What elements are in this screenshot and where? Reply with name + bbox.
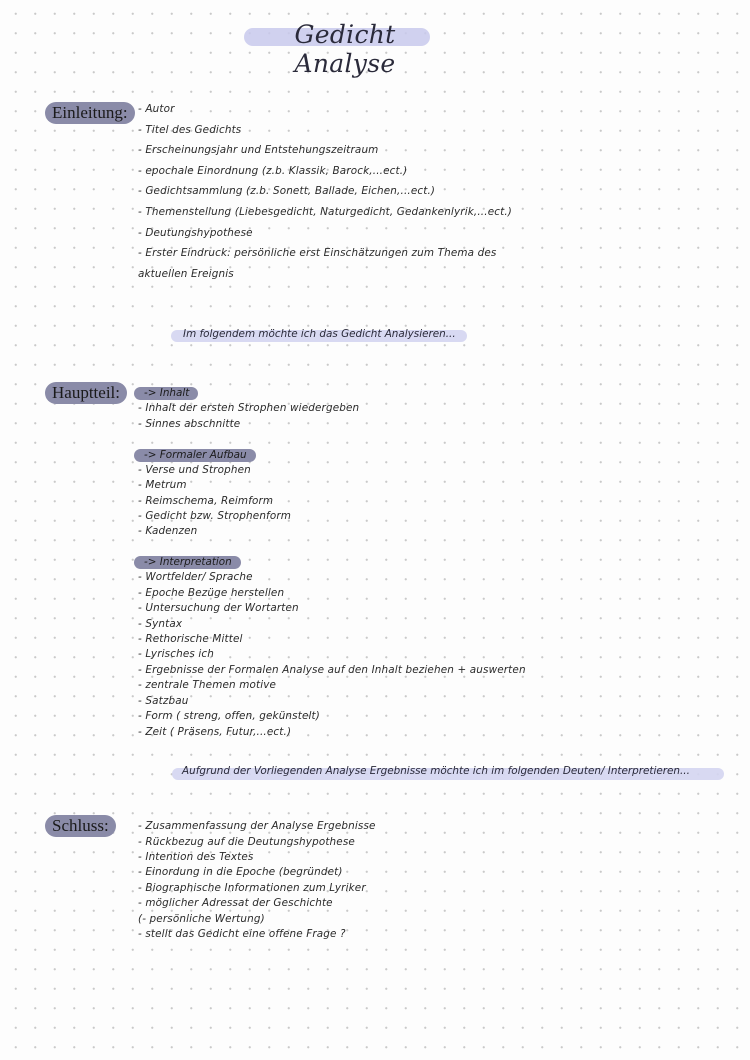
list-item: - Lyrisches ich <box>138 648 215 660</box>
list-item: - Gedichtsammlung (z.b. Sonett, Ballade, Eichen,...ect.) <box>138 185 436 197</box>
list-item: - Syntax <box>138 618 183 630</box>
list-item: - Einordung in die Epoche (begründet) <box>138 866 343 878</box>
list-item: - Inhalt der ersten Strophen wiedergeben <box>138 402 360 414</box>
list-item: - Rückbezug auf die Deutungshypothese <box>138 836 355 848</box>
list-item: - Biographische Informationen zum Lyriker <box>138 882 366 894</box>
list-item: - Satzbau <box>138 695 189 707</box>
transition-text-hauptteil: Aufgrund der Vorliegenden Analyse Ergebnisse möchte ich im folgenden Deuten/ Interpretieren... <box>182 765 690 777</box>
list-item: - Reimschema, Reimform <box>138 495 274 507</box>
list-item: - Epoche Bezüge herstellen <box>138 587 285 599</box>
list-item: - Kadenzen <box>138 525 198 537</box>
list-item: - Zeit ( Präsens, Futur,...ect.) <box>138 726 292 738</box>
list-item: - stellt das Gedicht eine offene Frage ? <box>138 928 346 940</box>
list-item: - Erscheinungsjahr und Entstehungszeitraum <box>138 144 379 156</box>
list-item: - Deutungshypothese <box>138 227 253 239</box>
list-item: - Intention des Textes <box>138 851 254 863</box>
list-item: - Sinnes abschnitte <box>138 418 241 430</box>
subheading-inhalt: -> Inhalt <box>134 387 198 400</box>
list-item: - Verse und Strophen <box>138 464 251 476</box>
transition-text-einleitung: Im folgendem möchte ich das Gedicht Analysieren... <box>183 328 456 340</box>
list-item: - möglicher Adressat der Geschichte <box>138 897 333 909</box>
list-item: - Zusammenfassung der Analyse Ergebnisse <box>138 820 376 832</box>
list-item: - Metrum <box>138 479 187 491</box>
list-item: - Ergebnisse der Formalen Analyse auf den Inhalt beziehen + auswerten <box>138 664 526 676</box>
list-item: - Themenstellung (Liebesgedicht, Naturgedicht, Gedankenlyrik,...ect.) <box>138 206 512 218</box>
list-item: - epochale Einordnung (z.b. Klassik, Barock,...ect.) <box>138 165 408 177</box>
list-item: - Autor <box>138 103 175 115</box>
page-title: Gedicht Analyse <box>294 20 396 78</box>
list-item: - Untersuchung der Wortarten <box>138 602 299 614</box>
subheading-interpretation: -> Interpretation <box>134 556 241 569</box>
list-item: - Erster Eindruck: persönliche erst Einschätzungen zum Thema des <box>138 247 497 259</box>
list-item: - Rethorische Mittel <box>138 633 243 645</box>
section-label-hauptteil: Hauptteil: <box>45 382 127 404</box>
list-item: aktuellen Ereignis <box>138 268 234 280</box>
section-label-einleitung: Einleitung: <box>45 102 135 124</box>
list-item: - Wortfelder/ Sprache <box>138 571 253 583</box>
subheading-formaler-aufbau: -> Formaler Aufbau <box>134 449 256 462</box>
section-label-schluss: Schluss: <box>45 815 116 837</box>
list-item: (- persönliche Wertung) <box>138 913 265 925</box>
list-item: - Titel des Gedichts <box>138 124 242 136</box>
list-item: - Gedicht bzw. Strophenform <box>138 510 292 522</box>
list-item: - Form ( streng, offen, gekünstelt) <box>138 710 320 722</box>
list-item: - zentrale Themen motive <box>138 679 277 691</box>
